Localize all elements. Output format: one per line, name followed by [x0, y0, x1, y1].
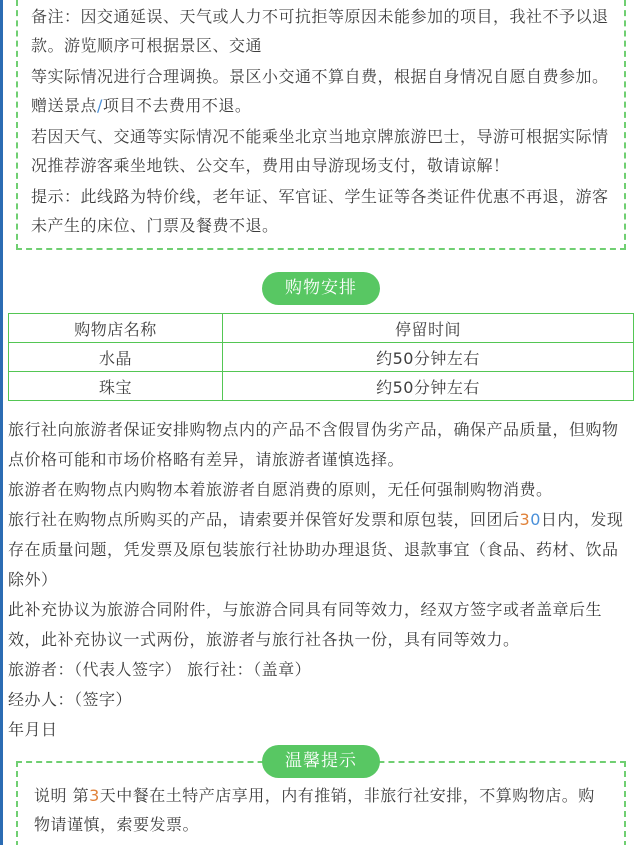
table-row — [9, 343, 634, 372]
terms-number-0: 0 — [530, 510, 541, 529]
table-header-shop-name: 购物店名称 — [9, 314, 223, 343]
table-row — [9, 372, 634, 401]
terms-paragraph-voluntary: 旅游者在购物点内购物本着旅游者自愿消费的原则，无任何强制购物消费。 — [8, 480, 553, 499]
shopping-terms — [8, 415, 634, 745]
tips-paragraph — [34, 781, 611, 839]
terms-text: 旅行社在购物点所购买的产品，请索要并保管好发票和原包装，回团后 — [8, 510, 520, 529]
warm-tips-button[interactable]: 温馨提示 — [262, 745, 380, 778]
shopping-arrangement-button[interactable]: 购物安排 — [262, 272, 380, 305]
table-cell-stay-time: 约50分钟左右 — [223, 372, 634, 401]
signature-line-traveler: 旅游者：（代表人签字） 旅行社：（盖章） — [8, 660, 312, 679]
terms-text: 日内，发现存在质量问题，凭发票及原包装旅行社协助办理退货、退款事宜（食品、药材、饮品除外） — [8, 510, 624, 589]
note-paragraph-refund: 备注：因交通延误、天气或人力不可抗拒等原因未能参加的项目，我社不予以退款。游览顺序可根据景区、交通 — [31, 7, 609, 55]
table-cell-shop-name: 珠宝 — [9, 372, 223, 401]
signature-line-date: 年月日 — [8, 720, 58, 739]
note-text: 项目不去费用不退。 — [102, 96, 252, 115]
tips-text: 说明 第 — [34, 786, 90, 805]
notes-box — [16, 0, 626, 250]
terms-paragraph-agreement: 此补充协议为旅游合同附件，与旅游合同具有同等效力，经双方签字或者盖章后生效，此补充协议一式两份，旅游者与旅行社各执一份，具有同等效力。 — [8, 600, 603, 649]
table-cell-shop-name: 水晶 — [9, 343, 223, 372]
terms-paragraph-quality: 旅行社向旅游者保证安排购物点内的产品不含假冒伪劣产品，确保产品质量，但购物点价格可能和市场价格略有差异，请旅游者谨慎选择。 — [8, 420, 619, 469]
terms-number-3: 3 — [519, 510, 531, 529]
tips-number-3: 3 — [89, 786, 100, 805]
note-paragraph-bus: 若因天气、交通等实际情况不能乘坐北京当地京牌旅游巴士，导游可根据实际情况推荐游客乘坐地铁、公交车，费用由导游现场支付，敬请谅解！ — [31, 127, 609, 175]
note-text: 等实际情况进行合理调换。景区小交通不算自费，根据自身情况自愿自费参加。赠送景点 — [31, 67, 609, 115]
table-cell-stay-time: 约50分钟左右 — [223, 343, 634, 372]
tips-text: 天中餐在土特产店享用，内有推销，非旅行社安排，不算购物店。购物请谨慎，索要发票。 — [34, 786, 595, 834]
note-text-slash: / — [97, 96, 103, 115]
note-paragraph-discount: 提示：此线路为特价线，老年证、军官证、学生证等各类证件优惠不再退，游客未产生的床位、门票及餐费不退。 — [31, 187, 609, 235]
note-paragraph-adjust — [31, 62, 611, 120]
terms-paragraph-return — [8, 505, 634, 595]
table-header-row — [9, 314, 634, 343]
shopping-table — [8, 313, 634, 401]
table-header-stay-time: 停留时间 — [223, 314, 634, 343]
signature-line-handler: 经办人：（签字） — [8, 690, 133, 709]
